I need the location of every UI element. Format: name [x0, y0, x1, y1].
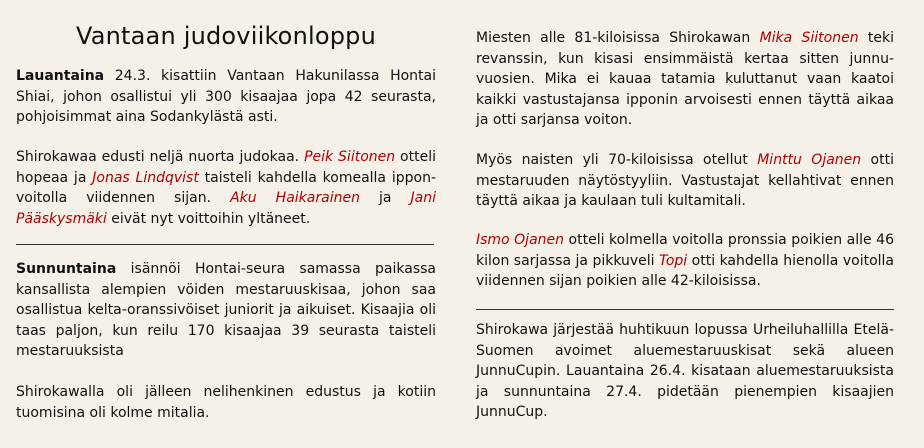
text-span: taisteli kahdella komealla ippon-voitolla viidennen sijan. [16, 169, 437, 206]
athlete-name: Aku Haikarainen [230, 190, 360, 206]
text-span: otteli kolmella voitolla pronssia poikien alle 46 kilon sarjassa ja pikkuveli [476, 232, 894, 269]
text-span: ja [359, 190, 411, 206]
athlete-name: Topi [659, 252, 688, 269]
athlete-name: Jonas Lindqvist [92, 169, 199, 186]
sunday-paragraph [16, 259, 436, 362]
text-span: otti mestaruuden näytöstyyliin. Vastustajat kellahtivat ennen täyttä aikaa ja kaulaan tuli kultamitali. [476, 152, 894, 209]
text-span: Miesten alle 81-kiloisissa Shirokawan [476, 30, 760, 46]
ojanen-brothers-paragraph [476, 230, 894, 292]
text-span: Shirokawaa edusti neljä nuorta judokaa. [16, 149, 305, 165]
left-column [16, 0, 437, 421]
minttu-paragraph [476, 150, 894, 212]
sunday-lead: Sunnuntaina [16, 261, 117, 277]
text-span: eivät nyt voittoihin yltäneet. [106, 210, 311, 227]
saturday-lead: Lauantaina [16, 68, 105, 84]
athlete-name: Mika Siitonen [759, 30, 859, 46]
sunday-results-paragraph [16, 382, 436, 423]
athlete-name: Jani Pääskysmäki [16, 190, 436, 227]
text-span: otti kahdella hienolla voitolla viidennen sijan poikien alle 42-kiloisissa. [476, 252, 894, 289]
text-span: Myös naisten yli 70-kiloisissa otellut [476, 152, 758, 168]
text-span: Shirokawa järjestää huhtikuun lopussa Urheiluhallilla Etelä-Suomen avoimet aluemestaruuskisat sekä alueen JunnuCupin. Lauantaina 26.4. kisataan aluemestaruuksista ja sunnuntaina 27.4. pidetään pienempien kisaajien JunnuCup. [476, 322, 894, 420]
text-span: otteli hopeaa ja [16, 149, 436, 186]
athlete-name: Ismo Ojanen [476, 232, 565, 248]
saturday-paragraph [16, 66, 436, 128]
section-divider [16, 244, 434, 245]
upcoming-event-paragraph [476, 320, 894, 423]
mika-paragraph [476, 28, 894, 131]
saturday-results-paragraph [16, 147, 436, 229]
saturday-text: 24.3. kisattiin Vantaan Hakunilassa Hontai Shiai, johon osallistui yli 300 kisaajaa jopa 42 seurasta, pohjoisimmat aina Sodankylästä asti. [16, 68, 436, 125]
athlete-name: Minttu Ojanen [757, 152, 862, 168]
text-span: teki revanssin, kun kisasi ensimmäistä kertaa sitten junnu-vuosien. Mika ei kauaa tatamia kuluttanut vaan kaatoi kaikki vastustajansa ipponin arvoisesti ennen täyttä aikaa ja otti sarjansa voiton. [476, 30, 894, 128]
sunday-text: isännöi Hontai-seura samassa paikassa kansallista alempien vöiden mestaruuskisaa, johon saa osallistua kelta-oranssivöiset juniorit ja aikuiset. Kisaajia oli taas paljon, kun reilu 170 kisaajaa 39 seurasta taisteli mestaruuksista [16, 261, 436, 359]
athlete-name: Peik Siitonen [304, 149, 396, 165]
article-title: Vantaan judoviikonloppu [75, 22, 377, 50]
section-divider [476, 309, 894, 310]
text-span: Shirokawalla oli jälleen nelihenkinen edustus ja kotiin tuomisina oli kolme mitalia. [16, 384, 436, 421]
